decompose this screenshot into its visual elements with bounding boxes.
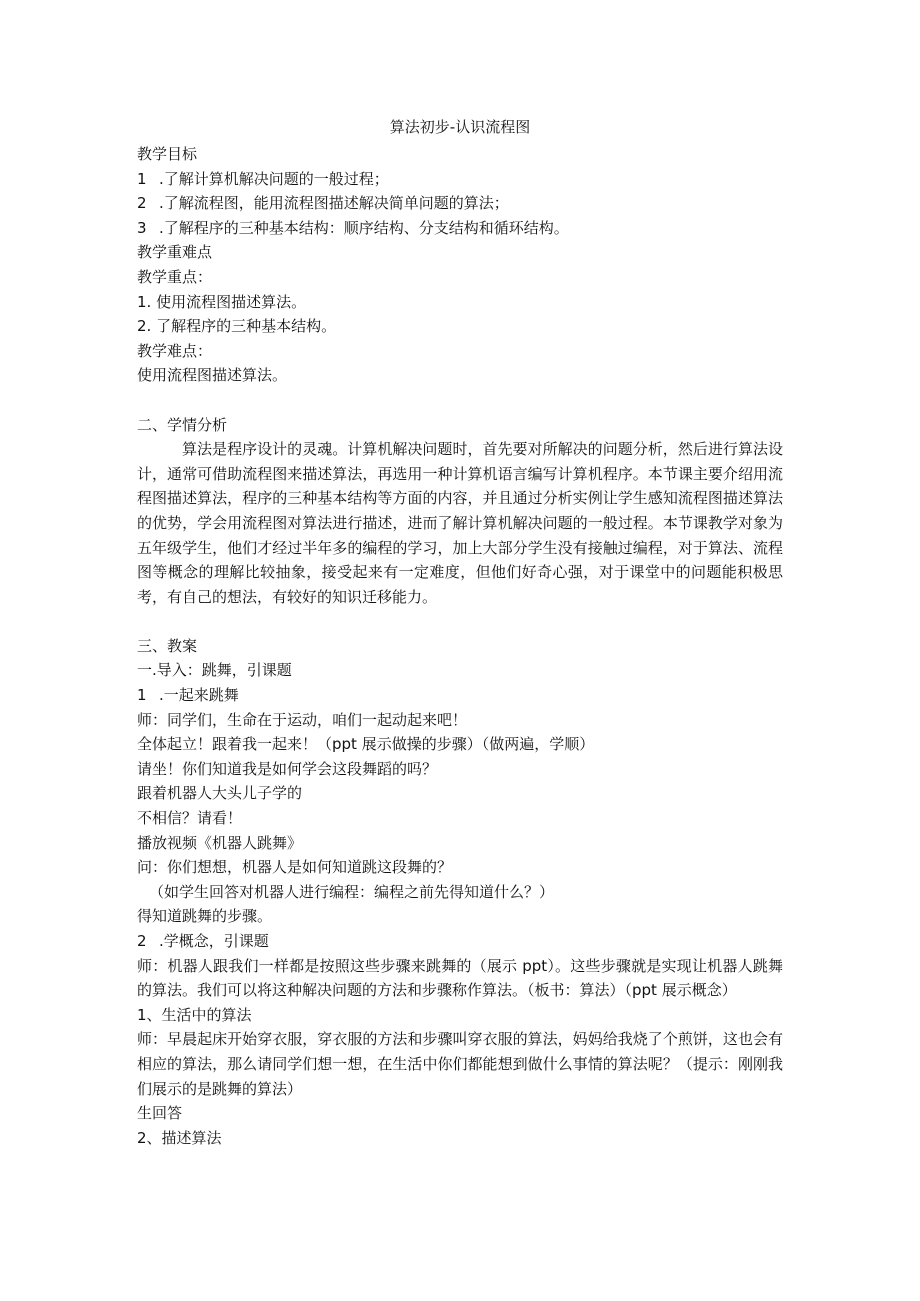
focus-item: 1. 使用流程图描述算法。 (137, 292, 307, 311)
step1-heading (137, 683, 783, 708)
hint-line: （如学生回答对机器人进行编程：编程之前先得知道什么？） (149, 882, 555, 901)
answer-line: 得知道跳舞的步骤。 (137, 907, 273, 926)
objective-text: .了解计算机解决问题的一般过程； (159, 169, 389, 188)
lesson-line: 师：同学们，生命在于运动，咱们一起动起来吧！ (137, 710, 468, 729)
focus-item: 2. 了解程序的三种基本结构。 (137, 317, 337, 336)
analysis-heading: 二、学情分析 (137, 415, 228, 434)
objective-item (137, 191, 783, 216)
lesson-line: 播放视频《机器人跳舞》 (137, 833, 303, 852)
describe-algorithm-heading: 2、描述算法 (137, 1128, 222, 1147)
objective-text: .了解程序的三种基本结构：顺序结构、分支结构和循环结构。 (159, 218, 569, 237)
step2-heading (137, 929, 783, 954)
step-title: .学概念，引课题 (159, 932, 269, 950)
objective-number: 3 (137, 218, 147, 237)
analysis-paragraph: 算法是程序设计的灵魂。计算机解决问题时，首先要对所解决的问题分析，然后进行算法设计，通常可借助流程图来描述算法，再选用一种计算机语言编写计算机程序。本节课主要介绍用流程图描述算法，程序的三种基本结构等方面的内容，并且通过分析实例让学生感知流程图描述算法的优势，学会用流程图对算法进行描述，进而了解计算机解决问题的一般过程。本节课教学对象为五年级学生，他们才经过半年多的编程的学习，加上大部分学生没有接触过编程，对于算法、流程图等概念的理解比较抽象，接受起来有一定难度，但他们好奇心强，对于课堂中的问题能积极思考，有自己的想法，有较好的知识迁移能力。 (137, 440, 783, 606)
lesson-line: 全体起立！跟着我一起来！（ppt 展示做操的步骤）（做两遍，学顺） (137, 735, 595, 754)
document-body (137, 142, 783, 1150)
objective-text: .了解流程图，能用流程图描述解决简单问题的算法； (159, 194, 509, 213)
lesson-line: 请坐！你们知道我是如何学会这段舞蹈的吗？ (137, 759, 438, 778)
step-title: .一起来跳舞 (159, 686, 239, 705)
lesson-line: 不相信？请看！ (137, 809, 243, 828)
student-answer: 生回答 (137, 1104, 183, 1123)
life-algorithm-paragraph: 师：早晨起床开始穿衣服，穿衣服的方法和步骤叫穿衣服的算法，妈妈给我烧了个煎饼，这也会有相应的算法，那么请同学们想一想，在生活中你们都能想到做什么事情的算法呢？（提示：刚刚我们展示的是跳舞的算法） (137, 1030, 783, 1098)
focus-heading: 教学重点： (137, 267, 213, 286)
objective-number: 1 (137, 169, 147, 188)
lesson-line: 跟着机器人大头儿子学的 (137, 784, 303, 803)
document-title: 算法初步-认识流程图 (389, 118, 531, 136)
life-algorithm-heading: 1、生活中的算法 (137, 1005, 252, 1024)
objectives-heading: 教学目标 (137, 145, 198, 163)
objective-item (137, 167, 783, 192)
step-number: 2 (137, 932, 147, 950)
part1-heading: 一.导入：跳舞，引课题 (137, 661, 292, 680)
step-number: 1 (137, 686, 147, 705)
blank-line (137, 609, 783, 634)
lesson-line: 问：你们想想，机器人是如何知道跳这段舞的？ (137, 858, 453, 877)
key-points-heading: 教学重难点 (137, 243, 213, 262)
difficulty-text: 使用流程图描述算法。 (137, 366, 288, 385)
objective-number: 2 (137, 194, 147, 213)
difficulty-heading: 教学难点： (137, 341, 213, 360)
lesson-heading: 三、教案 (137, 636, 198, 655)
concept-paragraph: 师：机器人跟我们一样都是按照这些步骤来跳舞的（展示 ppt）。这些步骤就是实现让机器人跳舞的算法。我们可以将这种解决问题的方法和步骤称作算法。（板书：算法）（ppt 展示概念） (137, 956, 783, 1000)
objective-item (137, 216, 783, 241)
blank-line (137, 388, 783, 413)
